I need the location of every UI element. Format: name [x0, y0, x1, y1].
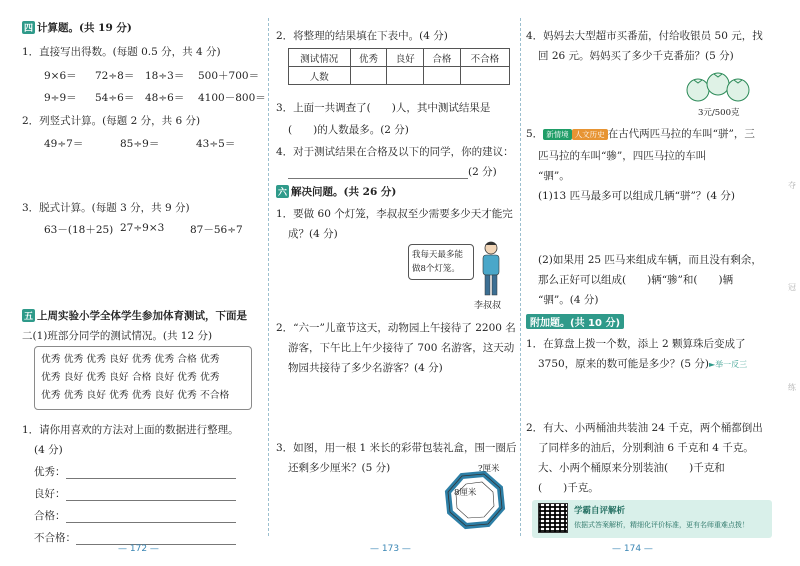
q3-line1: 3．上面一共调查了( )人，其中测试结果是	[276, 102, 491, 114]
promo-banner	[532, 500, 772, 538]
table-cell: 不合格	[460, 49, 509, 67]
qr-code-icon[interactable]	[538, 503, 568, 533]
p2-line2: 游客，下午比上午少接待了 700 名游客，这天动	[288, 342, 515, 354]
q1-item: 9÷9＝	[44, 92, 77, 104]
p5-sub2-line2: 那么正好可以组成( )辆“骖”和( )辆	[538, 274, 734, 286]
table-input-cell[interactable]	[387, 67, 424, 85]
section-5-header	[22, 308, 247, 323]
table-row	[289, 49, 510, 67]
bubble-line: 我每天最多能	[412, 250, 464, 260]
side-label: 练	[788, 383, 796, 392]
page-number-text: 174	[623, 544, 642, 554]
q3-line2: ( )的人数最多。(2 分)	[288, 124, 409, 136]
table-cell: 测试情况	[289, 49, 351, 67]
side-label: 夺	[788, 181, 796, 190]
q1-item: 4100－800＝	[198, 92, 266, 104]
p5-line1	[526, 126, 755, 141]
p5-sub2-line1: (2)如果用 25 匹马来组成车辆，而且没有剩余，	[538, 254, 762, 266]
p5-line2: 匹马拉的车叫“骖”，四匹马拉的车叫	[538, 150, 707, 162]
q3-item: 87－56÷7	[190, 224, 243, 236]
page-173	[268, 0, 520, 566]
q2-item: 49÷7＝	[44, 138, 84, 150]
q5-1-line2: (4 分)	[34, 444, 63, 456]
answer-line[interactable]	[66, 510, 236, 523]
p5-line3: “驷”。	[538, 170, 570, 182]
answer-line[interactable]	[288, 166, 468, 179]
p4-line2: 回 26 元。妈妈买了多少千克番茄？(5 分)	[538, 50, 734, 62]
test-records-box	[34, 346, 252, 410]
tally-label: 优秀：	[34, 466, 66, 478]
e2-line1: 2．有大、小两桶油共装油 24 千克，两个桶都倒出	[526, 422, 763, 434]
table-cell: 良好	[387, 49, 424, 67]
tomatoes-illustration	[684, 70, 752, 106]
q5-1-line1: 1．请你用喜欢的方法对上面的数据进行整理。	[22, 424, 239, 436]
e2-line2: 了同样多的油后，分别剩油 6 千克和 4 千克。	[538, 442, 754, 454]
tally-fail	[34, 530, 236, 545]
section-6-badge: 六	[276, 185, 289, 198]
q1-item: 54÷6＝	[95, 92, 135, 104]
q4-score: (2 分)	[468, 166, 497, 178]
page-number-text: 172	[129, 544, 148, 554]
p3-line1: 3．如图，用一根 1 米长的彩带包装礼盒，围一圈后	[276, 442, 517, 454]
table-cell: 人数	[289, 67, 351, 85]
e1-link-text: 举一反三	[715, 360, 748, 369]
extra-title: 附加题。(共 10 分)	[526, 314, 624, 329]
e2-line4: ( )千克。	[538, 482, 599, 494]
p2-line3: 物园共接待了多少名游客？(4 分)	[288, 362, 443, 374]
page-number: — 172 —	[118, 544, 159, 554]
table-input-cell[interactable]	[460, 67, 509, 85]
section-5-line2: 二(1)班部分同学的测试情况。(共 12 分)	[22, 330, 213, 342]
promo-title: 学霸自评解析	[574, 506, 626, 516]
table-cell: 合格	[424, 49, 461, 67]
octagon-gift-box	[440, 464, 510, 536]
page-number-text: 173	[381, 544, 400, 554]
p1-line1: 1．要做 60 个灯笼，李叔叔至少需要多少天才能完	[276, 208, 513, 220]
table-row	[289, 67, 510, 85]
table-input-cell[interactable]	[424, 67, 461, 85]
tally-pass	[34, 508, 236, 523]
section-5-line1: 上周实验小学全体学生参加体育测试，下面是	[37, 310, 248, 322]
tally-label: 不合格：	[34, 532, 76, 544]
tally-label: 良好：	[34, 488, 66, 500]
q1-item: 9×6＝	[44, 70, 77, 82]
section-4-title: 计算题。(共 19 分)	[37, 22, 132, 34]
q1-heading: 1．直接写出得数。(每题 0.5 分，共 4 分)	[22, 46, 221, 58]
page-172	[0, 0, 268, 566]
p5-number: 5．	[526, 128, 544, 140]
section-5-badge: 五	[22, 309, 35, 322]
q3-item: 63－(18＋25)	[44, 224, 114, 236]
q2-heading: 2．列竖式计算。(每题 2 分，共 6 分)	[22, 115, 201, 127]
p3-line2: 还剩多少厘米？(5 分)	[288, 462, 391, 474]
q1-item: 48÷6＝	[145, 92, 185, 104]
tag-new-scenario: 新情境	[543, 129, 572, 140]
p5-text: 在古代两匹马拉的车叫“骈”，三	[607, 128, 755, 140]
q4-line1: 4．对于测试结果在合格及以下的同学，你的建议：	[276, 146, 514, 158]
price-label: 3元/500克	[698, 108, 740, 118]
promo-text: 依据式答案解析，精细化评价标准，更有名师重难点拨！	[574, 521, 749, 529]
records-row: 优秀 优秀 良好 优秀 优秀 良好 优秀 不合格	[41, 390, 230, 401]
section-4-badge: 四	[22, 21, 35, 34]
tally-good	[34, 486, 236, 501]
box-label-side: 8厘米	[454, 488, 477, 498]
q2-item: 85÷9＝	[120, 138, 160, 150]
q2-heading: 2．将整理的结果填在下表中。(4 分)	[276, 30, 448, 42]
person-label: 李叔叔	[474, 301, 502, 311]
page-number: — 173 —	[370, 544, 411, 554]
person-illustration	[474, 240, 508, 298]
records-row: 优秀 优秀 优秀 良好 优秀 优秀 合格 优秀	[41, 354, 220, 365]
q1-item: 18÷3＝	[145, 70, 185, 82]
speech-bubble	[408, 244, 474, 280]
section-6-header	[276, 184, 396, 199]
records-row: 优秀 良好 优秀 良好 合格 良好 优秀 优秀	[41, 372, 220, 383]
p5-sub1: (1)13 匹马最多可以组成几辆“骈”？(4 分)	[538, 190, 736, 202]
side-label: 冠	[788, 283, 796, 292]
answer-line[interactable]	[66, 488, 236, 501]
section-6-title: 解决问题。(共 26 分)	[291, 186, 397, 198]
e1-line2	[538, 356, 747, 371]
q1-item: 72÷8＝	[95, 70, 135, 82]
q3-heading: 3．脱式计算。(每题 3 分，共 9 分)	[22, 202, 190, 214]
e2-line3: 大、小两个桶原来分别装油( )千克和	[538, 462, 725, 474]
answer-line[interactable]	[66, 466, 236, 479]
p4-line1: 4．妈妈去大型超市买番茄，付给收银员 50 元，找	[526, 30, 763, 42]
e1-line1: 1．在算盘上拨一个数，添上 2 颗算珠后变成了	[526, 338, 746, 350]
p2-line1: 2．“六一”儿童节这天，动物园上午接待了 2200 名	[276, 322, 516, 334]
section-4-header	[22, 20, 132, 35]
q1-item: 500＋700＝	[198, 70, 260, 82]
e1-text: 3750，原来的数可能是多少？(5 分)	[538, 358, 709, 370]
tally-label: 合格：	[34, 510, 66, 522]
tag-culture: 人文历史	[572, 129, 608, 140]
extra-header	[526, 314, 624, 329]
table-input-cell[interactable]	[350, 67, 387, 85]
tally-excellent	[34, 464, 236, 479]
q3-item: 27÷9×3	[120, 222, 165, 234]
page-number: — 174 —	[612, 544, 653, 554]
p1-line2: 成？(4 分)	[288, 228, 338, 240]
page-174	[520, 0, 800, 566]
q2-item: 43÷5＝	[196, 138, 236, 150]
box-label-unknown: ?厘米	[478, 464, 500, 474]
q4-answer-row	[288, 164, 497, 179]
e1-link[interactable]: ►举一反三	[708, 360, 748, 369]
bubble-line: 做8个灯笼。	[412, 264, 460, 274]
table-cell: 优秀	[350, 49, 387, 67]
p5-sub2-line3: “驷”。(4 分)	[538, 294, 599, 306]
results-table	[288, 48, 510, 85]
